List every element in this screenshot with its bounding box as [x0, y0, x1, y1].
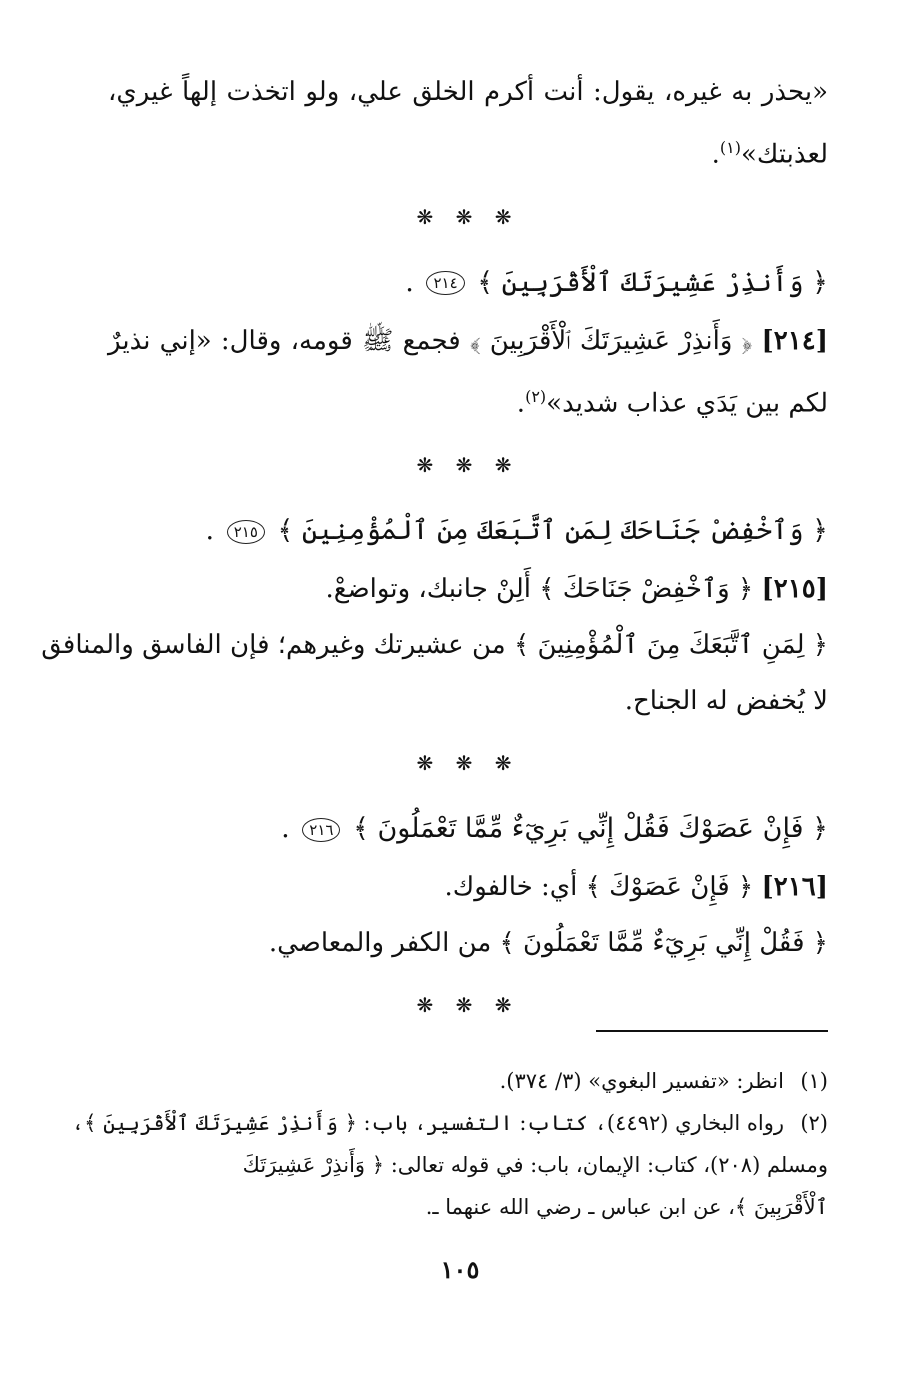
quran-verse	[108, 799, 828, 859]
verse-ref-number: [٢١٦]	[761, 872, 828, 903]
footnote-text: رواه البخاري (٤٤٩٢)، كتاب: التفسير، باب: ﴿ وَأَنذِرْ عَشِيرَتَكَ ٱلْأَقْرَبِينَ ﴾،	[71, 1111, 784, 1135]
paragraph-line: ﴿ لِمَنِ ٱتَّبَعَكَ مِنَ ٱلْمُؤْمِنِينَ ﴾ من عشيرتك وغيرهم؛ فإن الفاسق والمنافق	[41, 630, 828, 661]
paragraph-line: «يحذر به غيره، يقول: أنت أكرم الخلق علي، ولو اتخذت إلهاً غيري،	[108, 77, 828, 107]
ayah-number: ٢١٤	[426, 271, 464, 295]
footnote-continuation: ومسلم (٢٠٨)، كتاب: الإيمان، باب: في قوله تعالى: ﴿ وَأَنذِرْ عَشِيرَتَكَ	[242, 1153, 828, 1177]
section-separator: ❋ ❋ ❋	[416, 453, 520, 478]
footnote	[108, 1060, 828, 1102]
verse-text: ﴿ وَأَنذِرْ عَشِيرَتَكَ ٱلْأَقْرَبِينَ ﴾	[477, 266, 828, 298]
footnote-number: (٢)	[800, 1111, 828, 1135]
verse-ref-number: [٢١٤]	[761, 325, 828, 356]
paragraph-end: .	[516, 388, 526, 419]
verse-text: ﴿ وَٱخْفِضْ جَنَاحَكَ لِمَنِ ٱتَّبَعَكَ مِنَ ٱلْمُؤْمِنِينَ ﴾	[277, 515, 828, 547]
footnote-divider	[596, 1030, 828, 1032]
verse-end: .	[281, 813, 290, 845]
paragraph-text: ﴿ وَأَنذِرْ عَشِيرَتَكَ ٱلْأَقْرَبِينَ ﴾ فجمع ﷺ قومه، وقال: «إني نذيرٌ	[108, 325, 753, 356]
quran-verse	[108, 253, 828, 313]
paragraph-line	[108, 313, 828, 369]
verse-text: ﴿ فَإِنْ عَصَوْكَ فَقُلْ إِنِّي بَرِيٓءٌ مِّمَّا تَعْمَلُونَ ﴾	[353, 813, 828, 845]
section-separator: ❋ ❋ ❋	[416, 993, 520, 1018]
section-separator: ❋ ❋ ❋	[416, 751, 520, 776]
footnote-reference: (٢)	[525, 386, 547, 406]
verse-end: .	[205, 515, 215, 547]
quran-verse	[108, 501, 828, 561]
ayah-number: ٢١٦	[302, 818, 340, 842]
paragraph-text: لعذبتك»	[740, 139, 828, 170]
footnote-reference: (١)	[719, 138, 741, 157]
footnotes	[71, 1060, 828, 1228]
footnote-continuation: ٱلْأَقْرَبِينَ ﴾، عن ابن عباس ـ رضي الله عنهما ـ.	[425, 1195, 828, 1219]
paragraph-line: ﴿ فَقُلْ إِنِّي بَرِيٓءٌ مِّمَّا تَعْمَلُونَ ﴾ من الكفر والمعاصي.	[268, 928, 828, 959]
paragraph-end: .	[711, 139, 720, 170]
paragraph-text: ﴿ وَٱخْفِضْ جَنَاحَكَ ﴾ أَلِنْ جانبك، وتواضعْ.	[325, 574, 754, 605]
footnote	[71, 1102, 828, 1144]
footnote-number: (١)	[800, 1069, 828, 1093]
paragraph-line	[108, 369, 828, 432]
paragraph-line	[108, 120, 828, 183]
paragraph-text: لكم بين يَدَي عذاب شديد»	[546, 388, 828, 419]
paragraph-text: ﴿ فَإِنْ عَصَوْكَ ﴾ أي: خالفوك.	[444, 872, 754, 903]
footnote-text: انظر: «تفسير البغوي» (٣/ ٣٧٤).	[499, 1069, 784, 1093]
verse-end: .	[405, 266, 414, 298]
verse-ref-number: [٢١٥]	[761, 574, 828, 605]
paragraph-line	[108, 859, 828, 915]
page-number: ١٠٥	[440, 1255, 480, 1284]
paragraph-line: لا يُخفض له الجناح.	[624, 686, 828, 717]
main-text	[41, 64, 828, 1041]
section-separator: ❋ ❋ ❋	[416, 204, 520, 229]
ayah-number: ٢١٥	[227, 520, 265, 544]
paragraph-line	[108, 561, 828, 617]
